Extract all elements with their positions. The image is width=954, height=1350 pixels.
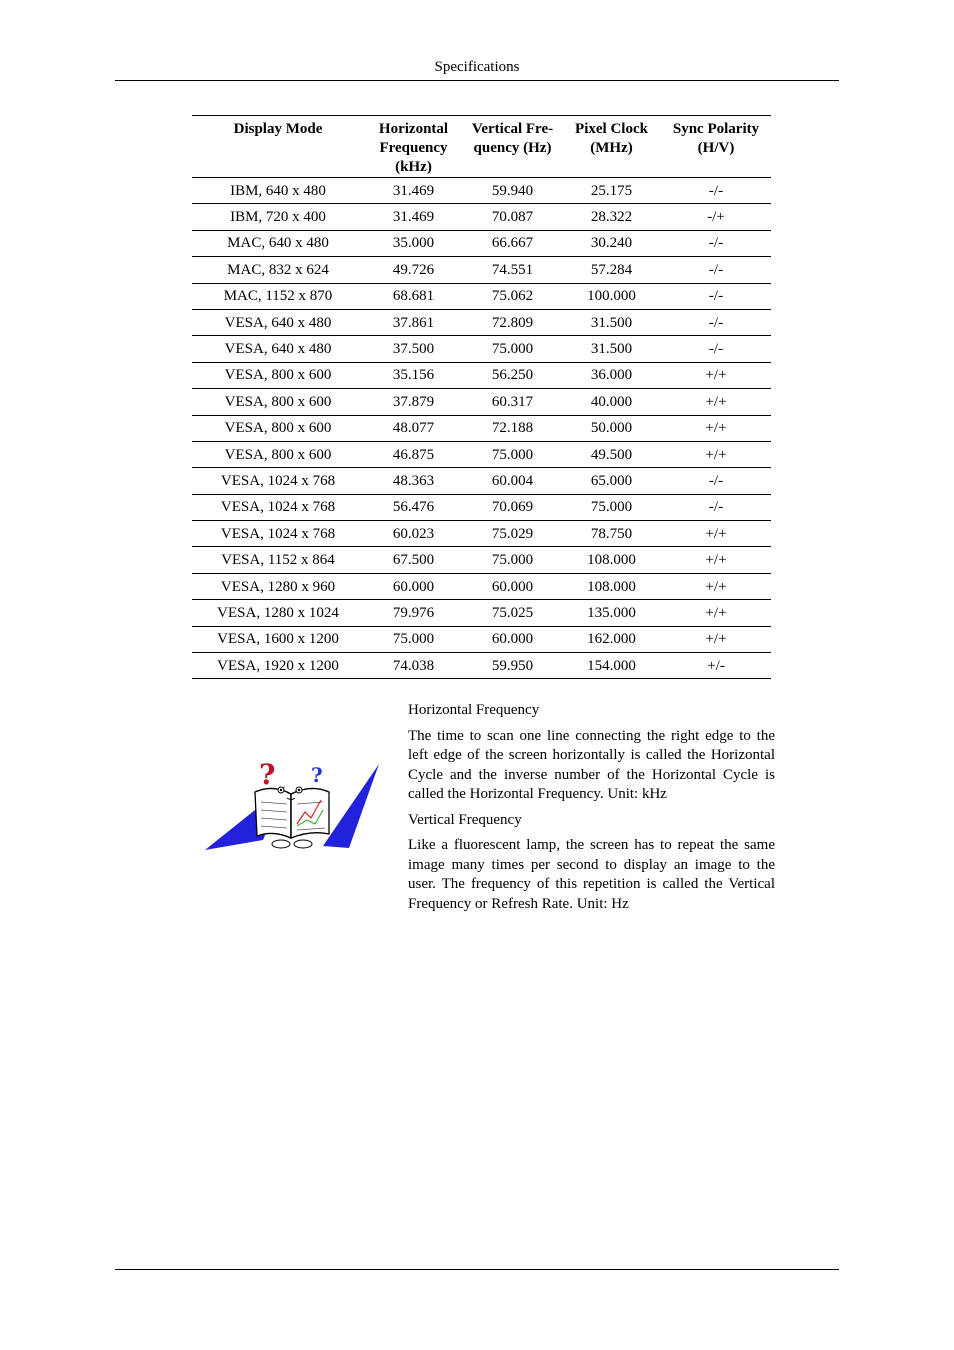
table-cell: 135.000 <box>587 604 636 621</box>
table-row <box>192 415 771 441</box>
table-cell: 60.317 <box>491 393 534 410</box>
table-cell: +/+ <box>705 420 727 437</box>
table-cell: 31.500 <box>590 341 633 358</box>
book-with-question-marks-icon <box>203 760 381 852</box>
table-cell: -/- <box>708 288 724 305</box>
table-cell: +/+ <box>705 631 727 648</box>
column-header-line: Vertical Fre- <box>471 121 554 137</box>
table-cell: 49.500 <box>590 446 633 463</box>
table-cell: VESA, 1280 x 1024 <box>217 604 339 621</box>
zigzag-shape-right <box>323 764 379 848</box>
table-cell: 162.000 <box>587 631 636 648</box>
table-row <box>192 362 771 388</box>
table-cell: 37.861 <box>392 314 435 331</box>
table-cell: 75.000 <box>392 631 435 648</box>
table-row <box>192 494 771 520</box>
table-cell: +/+ <box>705 578 727 595</box>
table-cell: 50.000 <box>590 420 633 437</box>
table-cell: VESA, 640 x 480 <box>224 314 332 331</box>
table-row <box>192 309 771 335</box>
table-cell: +/+ <box>705 367 727 384</box>
table-cell: VESA, 1024 x 768 <box>220 472 336 489</box>
table-row <box>192 257 771 283</box>
column-header-line: (H/V) <box>697 140 735 156</box>
table-cell: 68.681 <box>392 288 435 305</box>
table-cell: VESA, 1152 x 864 <box>221 552 335 569</box>
table-cell: +/- <box>707 657 725 674</box>
table-cell: -/+ <box>707 209 725 226</box>
table-cell: 31.500 <box>590 314 633 331</box>
table-cell: -/- <box>708 261 724 278</box>
table-row <box>192 600 771 626</box>
table-cell: 75.000 <box>491 341 534 358</box>
timing-table <box>192 115 771 679</box>
table-cell: -/- <box>708 235 724 252</box>
table-cell: VESA, 800 x 600 <box>224 420 332 437</box>
figure-illustration <box>203 760 381 852</box>
horizontal-frequency-term: Horizontal Frequency <box>408 702 540 718</box>
table-cell: MAC, 640 x 480 <box>227 235 329 252</box>
table-cell: +/+ <box>705 552 727 569</box>
table-row <box>192 389 771 415</box>
table-cell: 74.038 <box>392 657 435 674</box>
table-cell: 108.000 <box>587 552 636 569</box>
table-cell: 75.000 <box>491 552 534 569</box>
table-row <box>192 230 771 256</box>
column-header-line: Pixel Clock <box>575 121 648 137</box>
table-cell: VESA, 800 x 600 <box>224 446 332 463</box>
table-row <box>192 178 771 204</box>
table-cell: 25.175 <box>590 182 633 199</box>
column-header <box>463 116 562 178</box>
table-cell: 79.976 <box>392 604 435 621</box>
table-cell: VESA, 1600 x 1200 <box>217 631 339 648</box>
table-cell: 75.000 <box>590 499 633 516</box>
column-header-line: Horizontal <box>378 121 449 137</box>
table-row <box>192 204 771 230</box>
table-cell: VESA, 800 x 600 <box>224 393 332 410</box>
table-cell: 28.322 <box>590 209 633 226</box>
table-cell: -/- <box>708 472 724 489</box>
table-cell: 66.667 <box>491 235 534 252</box>
table-row <box>192 283 771 309</box>
table-cell: 70.087 <box>491 209 534 226</box>
table-cell: IBM, 720 x 400 <box>230 209 326 226</box>
table-cell: -/- <box>708 341 724 358</box>
table-cell: 31.469 <box>392 182 435 199</box>
table-cell: 48.363 <box>392 472 435 489</box>
table-cell: 36.000 <box>590 367 633 384</box>
table-cell: -/- <box>708 182 724 199</box>
table-cell: 60.000 <box>491 631 534 648</box>
column-header-line: (kHz) <box>395 159 432 175</box>
table-row <box>192 626 771 652</box>
table-row <box>192 521 771 547</box>
table-cell: 35.156 <box>392 367 435 384</box>
column-header <box>562 116 661 178</box>
timing-table-header <box>192 116 771 178</box>
table-cell: 70.069 <box>491 499 534 516</box>
table-cell: 49.726 <box>392 261 435 278</box>
table-cell: MAC, 832 x 624 <box>227 261 329 278</box>
column-header-line: (MHz) <box>590 140 633 156</box>
table-cell: 59.950 <box>491 657 534 674</box>
table-cell: 67.500 <box>392 552 435 569</box>
table-cell: 108.000 <box>587 578 636 595</box>
table-cell: +/+ <box>705 525 727 542</box>
table-cell: VESA, 640 x 480 <box>224 341 332 358</box>
table-header-row <box>192 116 771 178</box>
table-cell: VESA, 800 x 600 <box>224 367 332 384</box>
column-header-line: Sync Polarity <box>672 121 760 137</box>
table-row <box>192 468 771 494</box>
page-header-title: Specifications <box>434 59 520 75</box>
column-header <box>661 116 771 178</box>
table-cell: 56.476 <box>392 499 435 516</box>
table-cell: 60.004 <box>491 472 534 489</box>
table-cell: -/- <box>708 314 724 331</box>
table-cell: 75.062 <box>491 288 534 305</box>
question-mark-icon: ? <box>259 760 276 791</box>
column-header <box>364 116 463 178</box>
column-header-line: quency (Hz) <box>473 140 552 156</box>
table-cell: +/+ <box>705 604 727 621</box>
table-cell: 31.469 <box>392 209 435 226</box>
table-cell: 60.023 <box>392 525 435 542</box>
table-cell: VESA, 1280 x 960 <box>220 578 336 595</box>
table-cell: 65.000 <box>590 472 633 489</box>
table-cell: 60.000 <box>392 578 435 595</box>
open-book-icon <box>255 788 329 838</box>
table-cell: 46.875 <box>392 446 435 463</box>
table-cell: 56.250 <box>491 367 534 384</box>
table-cell: 30.240 <box>590 235 633 252</box>
table-cell: 35.000 <box>392 235 435 252</box>
table-cell: +/+ <box>705 393 727 410</box>
column-header-line: Frequency <box>379 140 448 156</box>
table-cell: 75.029 <box>491 525 534 542</box>
column-header-line: Display Mode <box>233 121 323 137</box>
table-cell: 60.000 <box>491 578 534 595</box>
table-cell: 72.188 <box>491 420 534 437</box>
table-row <box>192 653 771 679</box>
table-cell: 37.500 <box>392 341 435 358</box>
table-row <box>192 547 771 573</box>
table-cell: 57.284 <box>590 261 633 278</box>
table-row <box>192 441 771 467</box>
table-cell: 59.940 <box>491 182 534 199</box>
table-cell: 154.000 <box>587 657 636 674</box>
table-row <box>192 336 771 362</box>
table-cell: 48.077 <box>392 420 435 437</box>
table-cell: 72.809 <box>491 314 534 331</box>
table-cell: 75.025 <box>491 604 534 621</box>
column-header <box>192 116 364 178</box>
table-cell: 100.000 <box>587 288 636 305</box>
notes-section <box>408 701 775 920</box>
table-cell: 37.879 <box>392 393 435 410</box>
table-cell: -/- <box>708 499 724 516</box>
table-cell: 78.750 <box>590 525 633 542</box>
table-cell: VESA, 1024 x 768 <box>220 525 336 542</box>
table-cell: VESA, 1024 x 768 <box>220 499 336 516</box>
table-cell: 74.551 <box>491 261 534 278</box>
table-cell: 40.000 <box>590 393 633 410</box>
vertical-frequency-term: Vertical Frequency <box>408 811 522 828</box>
table-cell: 75.000 <box>491 446 534 463</box>
table-row <box>192 573 771 599</box>
vertical-frequency-description: Like a fluorescent lamp, the screen has to repeat the same image many times per second to display an image to the user. The frequency of this repetition is called the Vertical Frequency or Refresh Rate. Unit: Hz <box>408 837 775 912</box>
timing-table-body <box>192 178 771 679</box>
question-mark-small-icon: ? <box>311 763 323 787</box>
table-cell: +/+ <box>705 446 727 463</box>
table-cell: MAC, 1152 x 870 <box>223 288 333 305</box>
table-cell: VESA, 1920 x 1200 <box>217 657 339 674</box>
footer-divider <box>115 1269 839 1270</box>
header-divider <box>115 80 839 81</box>
horizontal-frequency-description: The time to scan one line connecting the right edge to the left edge of the screen horizontally is called the Horizontal Cycle and the inverse number of the Horizontal Cycle is called the Horizontal Frequency. Unit: kHz <box>408 727 775 802</box>
table-cell: IBM, 640 x 480 <box>230 182 326 199</box>
